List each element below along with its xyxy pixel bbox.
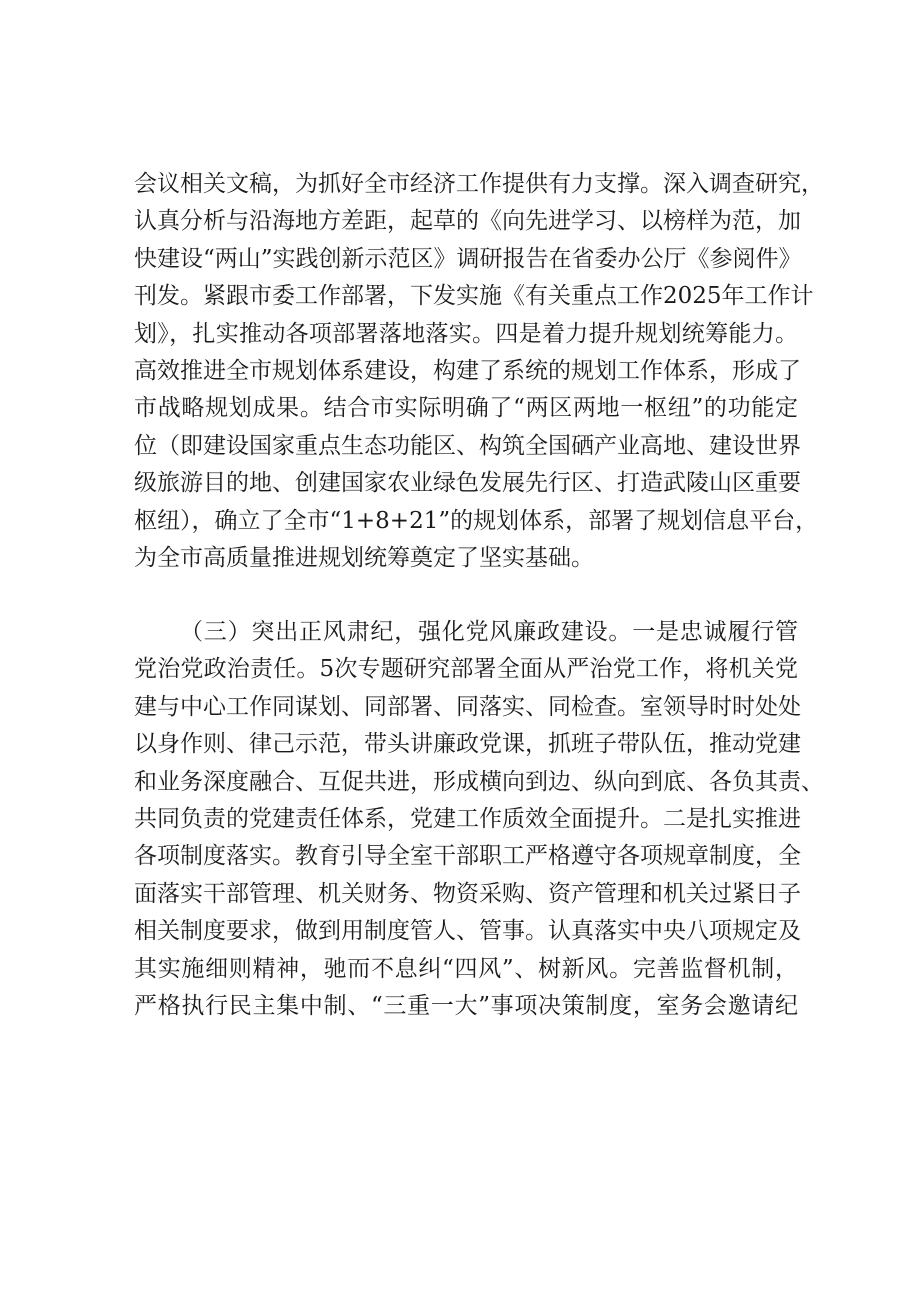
text-line: 和业务深度融合、互促共进，形成横向到边、纵向到底、各负其责、 xyxy=(134,768,824,795)
text-line: 刊发。紧跟市委工作部署，下发实施《有关重点工作2025年工作计 xyxy=(134,283,814,310)
text-line: 快建设“两山”实践创新示范区》调研报告在省委办公厅《参阅件》 xyxy=(134,245,802,272)
text-line: 其实施细则精神，驰而不息纠“四风”、树新风。完善监督机制， xyxy=(134,955,798,982)
text-line: 市战略规划成果。结合市实际明确了“两区两地一枢纽”的功能定 xyxy=(134,395,798,422)
text-line: 共同负责的党建责任体系，党建工作质效全面提升。二是扎实推进 xyxy=(134,805,801,832)
text-line: 会议相关文稿，为抓好全市经济工作提供有力支撑。深入调查研究， xyxy=(134,171,824,197)
section-heading-line: （三）突出正风肃纪，强化党风廉政建设。一是忠诚履行管 xyxy=(180,619,798,645)
text-line: 建与中心工作同谋划、同部署、同落实、同检查。室领导时时处处 xyxy=(134,693,801,720)
text-line: 级旅游目的地、创建国家农业绿色发展先行区、打造武陵山区重要 xyxy=(134,470,801,497)
text-line: 划》，扎实推动各项部署落地落实。四是着力提升规划统筹能力。 xyxy=(134,320,798,347)
text-line: 以身作则、律己示范，带头讲廉政党课，抓班子带队伍，推动党建 xyxy=(134,731,801,758)
text-line: 枢纽），确立了全市“1+8+21”的规划体系，部署了规划信息平台， xyxy=(134,507,819,534)
text-line: 面落实干部管理、机关财务、物资采购、资产管理和机关过紧日子 xyxy=(134,880,801,907)
text-line: 相关制度要求，做到用制度管人、管事。认真落实中央八项规定及 xyxy=(134,918,801,945)
text-line: 党治党政治责任。5次专题研究部署全面从严治党工作，将机关党 xyxy=(134,656,798,683)
text-line: 严格执行民主集中制、“三重一大”事项决策制度，室务会邀请纪 xyxy=(134,992,798,1019)
text-line: 高效推进全市规划体系建设，构建了系统的规划工作体系，形成了 xyxy=(134,357,801,384)
paragraph-planning-work xyxy=(134,166,824,577)
paragraph-party-conduct xyxy=(134,614,824,1025)
text-line: 为全市高质量推进规划统筹奠定了坚实基础。 xyxy=(134,544,594,571)
text-line: 位（即建设国家重点生态功能区、构筑全国硒产业高地、建设世界 xyxy=(134,432,801,459)
text-line: 各项制度落实。教育引导全室干部职工严格遵守各项规章制度，全 xyxy=(134,843,801,870)
text-line: 认真分析与沿海地方差距，起草的《向先进学习、以榜样为范，加 xyxy=(134,208,801,235)
